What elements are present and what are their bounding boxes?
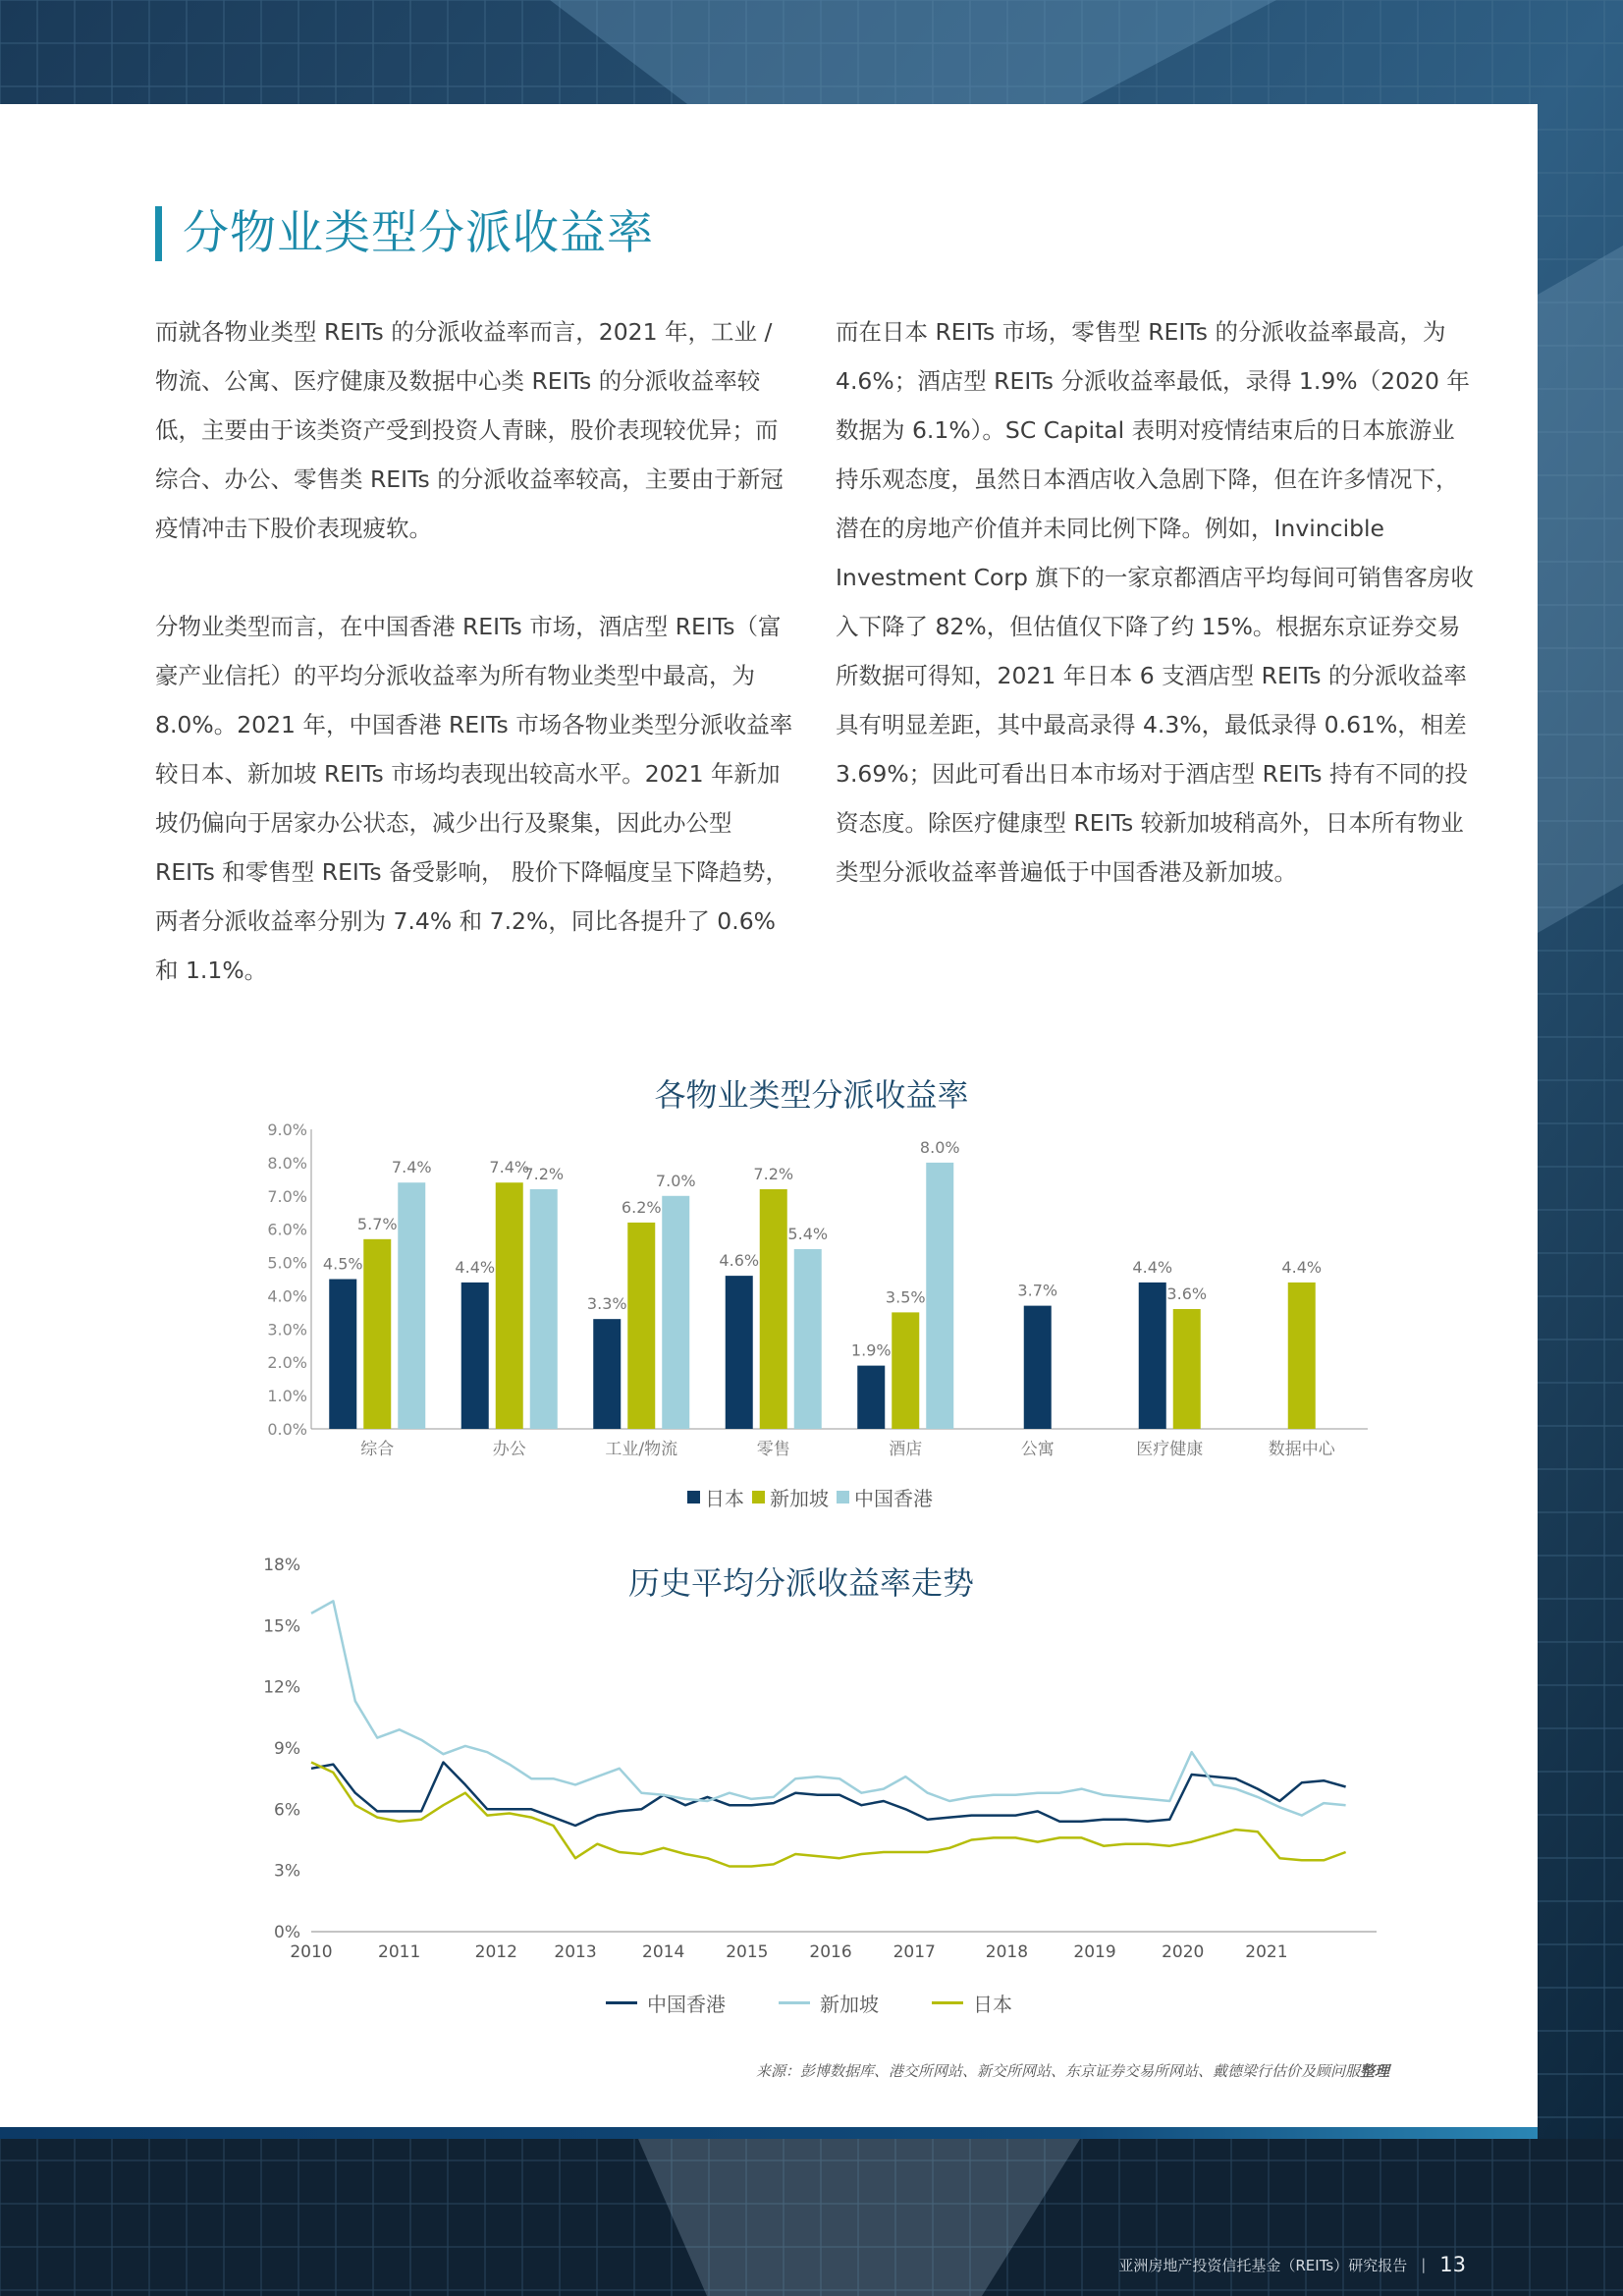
bar-y-tick-label: 3.0%: [267, 1320, 307, 1339]
page-number: 13: [1439, 2253, 1466, 2276]
line-x-tick-label: 2011: [378, 1942, 421, 1962]
right-paragraph-1: 而在日本 REITs 市场，零售型 REITs 的分派收益率最高，为 4.6%；酒店型 REITs 分派收益率最低，录得 1.9%（2020 年数据为 6.1%）。SC Capital 表明对疫情结束后的日本旅游业持乐观态度，虽然日本酒店收入急剧下降，但在许多情况下，潜在的房地产价值并未同比例下降。例如，Invincible Investment Corp 旗下的一家京都酒店平均每间可销售客房收入下降了 82%，但估值仅下降了约 15%。根据东京证券交易所数据可得知，2021 年日本 6 支酒店型 REITs 的分派收益率具有明显差距，其中最高录得 4.3%，最低录得 0.61%，相差 3.69%；因此可看出日本市场对于酒店型 REITs 持有不同的投资态度。除医疗健康型 REITs 较新加坡稍高外，日本所有物业类型分派收益率普遍低于中国香港及新加坡。: [836, 318, 1474, 886]
bar-value-label: 5.7%: [356, 1214, 398, 1233]
bar-y-tick-label: 5.0%: [267, 1253, 307, 1273]
bar-chart-legend: [687, 1483, 941, 1511]
legend-item-japan-line: [932, 1989, 1012, 2017]
line-x-tick-label: 2020: [1162, 1942, 1205, 1962]
legend-swatch-japan: [687, 1491, 700, 1503]
legend-label-japan: 日本: [705, 1487, 744, 1510]
line-x-tick-label: 2018: [985, 1942, 1029, 1962]
bar-value-label: 3.6%: [1166, 1285, 1208, 1303]
line-x-tick-label: 2017: [893, 1942, 936, 1962]
legend-item-hongkong: [837, 1483, 933, 1511]
bar-value-label: 8.0%: [919, 1137, 960, 1157]
bar-japan: [329, 1280, 356, 1430]
bar-value-label: 3.5%: [885, 1287, 926, 1307]
bar-singapore: [1173, 1309, 1201, 1429]
bar-singapore: [496, 1182, 523, 1429]
legend-swatch-singapore: [752, 1491, 765, 1503]
bar-y-tick-label: 4.0%: [267, 1286, 307, 1306]
legend-label-japan-line: 日本: [973, 1993, 1012, 2016]
line-y-tick-label: 3%: [274, 1861, 300, 1882]
source-note: [756, 2060, 1389, 2081]
legend-item-singapore: [752, 1483, 829, 1511]
bar-hongkong: [530, 1189, 558, 1429]
footer: [1118, 2253, 1466, 2276]
bar-hongkong: [926, 1163, 953, 1429]
footer-report-title: 亚洲房地产投资信托基金（REITs）研究报告: [1118, 2256, 1408, 2274]
left-paragraph-1: 而就各物业类型 REITs 的分派收益率而言，2021 年，工业 / 物流、公寓、医疗健康及数据中心类 REITs 的分派收益率较低，主要由于该类资产受到投资人青睐，股价表现较优异；而综合、办公、零售类 REITs 的分派收益率较高，主要由于新冠疫情冲击下股价表现疲软。: [155, 318, 784, 542]
legend-item-japan: [687, 1483, 744, 1511]
bar-value-label: 7.4%: [391, 1158, 432, 1177]
bar-x-tick-label: 数据中心: [1268, 1440, 1335, 1459]
legend-item-singapore-line: [779, 1989, 879, 2017]
bar-value-label: 1.9%: [850, 1340, 892, 1360]
bar-value-label: 4.6%: [719, 1251, 760, 1271]
bar-chart-title: 各物业类型分派收益率: [654, 1076, 969, 1114]
bar-value-label: 7.4%: [489, 1158, 530, 1177]
right-column: [836, 307, 1474, 897]
bar-japan: [726, 1276, 753, 1429]
bar-y-tick-label: 8.0%: [267, 1153, 307, 1173]
bar-y-tick-label: 2.0%: [267, 1353, 307, 1373]
legend-line-japan: [932, 2001, 963, 2004]
legend-line-hongkong: [606, 2001, 637, 2004]
bar-x-tick-label: 公寓: [1020, 1440, 1055, 1459]
line-x-tick-label: 2019: [1073, 1942, 1116, 1962]
line-y-tick-label: 9%: [274, 1739, 300, 1759]
bar-singapore: [627, 1223, 655, 1429]
title-accent-bar: [155, 206, 162, 261]
bar-value-label: 3.3%: [586, 1294, 627, 1314]
line-y-tick-label: 0%: [274, 1923, 300, 1942]
line-chart-title: 历史平均分派收益率走势: [628, 1564, 975, 1602]
bar-japan: [1139, 1283, 1166, 1429]
line-y-tick-label: 15%: [263, 1616, 300, 1637]
bar-hongkong: [794, 1249, 822, 1429]
bar-value-label: 3.7%: [1017, 1281, 1058, 1300]
source-text-bold: 整理: [1359, 2062, 1389, 2080]
footer-separator: |: [1421, 2256, 1427, 2273]
legend-label-hongkong-line: 中国香港: [647, 1993, 726, 2016]
source-text: 来源：彭博数据库、港交所网站、新交所网站、东京证券交易所网站、戴德梁行估价及顾问服: [755, 2062, 1360, 2080]
bar-y-tick-label: 1.0%: [267, 1387, 307, 1406]
line-x-tick-label: 2016: [809, 1942, 852, 1962]
line-x-tick-label: 2012: [474, 1942, 517, 1962]
legend-label-hongkong: 中国香港: [854, 1487, 933, 1510]
line-y-tick-label: 18%: [263, 1556, 300, 1575]
bar-value-label: 4.4%: [1281, 1257, 1323, 1277]
bar-y-tick-label: 9.0%: [267, 1121, 307, 1139]
left-paragraph-2: 分物业类型而言，在中国香港 REITs 市场，酒店型 REITs（富豪产业信托）的平均分派收益率为所有物业类型中最高，为 8.0%。2021 年，中国香港 REITs 市场各物业类型分派收益率较日本、新加坡 REITs 市场均表现出较高水平。2021 年新加坡仍偏向于居家办公状态，减少出行及聚集，因此办公型 REITs 和零售型 REITs 备受影响， 股价下降幅度呈下降趋势，两者分派收益率分别为 7.4% 和 7.2%，同比各提升了 0.6% 和 1.1%。: [155, 613, 793, 984]
legend-swatch-hongkong: [837, 1491, 849, 1503]
bar-y-tick-label: 0.0%: [267, 1420, 307, 1439]
line-x-tick-label: 2021: [1245, 1942, 1288, 1962]
bar-y-tick-label: 7.0%: [267, 1186, 307, 1206]
bar-hongkong: [662, 1196, 689, 1429]
line-x-tick-label: 2010: [290, 1942, 333, 1962]
bar-value-label: 4.5%: [322, 1254, 363, 1274]
bar-value-label: 4.4%: [455, 1257, 496, 1277]
bar-x-tick-label: 零售: [756, 1440, 790, 1459]
legend-label-singapore: 新加坡: [770, 1487, 829, 1510]
bar-singapore: [1288, 1283, 1316, 1429]
bar-singapore: [363, 1239, 391, 1429]
bar-x-tick-label: 工业/物流: [605, 1440, 678, 1459]
bar-x-tick-label: 酒店: [889, 1440, 923, 1459]
bar-japan: [593, 1319, 621, 1429]
legend-line-singapore: [779, 2001, 810, 2004]
bar-y-tick-label: 6.0%: [267, 1220, 307, 1239]
bar-value-label: 4.4%: [1132, 1257, 1173, 1277]
line-y-tick-label: 6%: [274, 1800, 300, 1821]
bar-japan: [857, 1366, 885, 1429]
bar-value-label: 5.4%: [787, 1225, 829, 1243]
bar-singapore: [892, 1312, 919, 1429]
line-x-tick-label: 2015: [726, 1942, 769, 1962]
line-chart-legend: [606, 1989, 1065, 2017]
bar-japan: [1024, 1306, 1052, 1429]
panel-bottom-bar: [0, 2127, 1538, 2139]
line-chart: [0, 1552, 1623, 1964]
line-y-tick-label: 12%: [263, 1677, 300, 1698]
bar-value-label: 7.2%: [753, 1165, 794, 1183]
bar-hongkong: [398, 1182, 425, 1429]
line-series-singapore: [311, 1601, 1346, 1815]
bar-x-tick-label: 办公: [492, 1440, 526, 1459]
bar-value-label: 6.2%: [621, 1197, 662, 1217]
section-title: 分物业类型分派收益率: [183, 206, 654, 260]
bar-value-label: 7.0%: [655, 1171, 696, 1190]
bar-value-label: 7.2%: [523, 1165, 565, 1183]
bar-x-tick-label: 医疗健康: [1136, 1440, 1204, 1459]
line-x-tick-label: 2014: [642, 1942, 685, 1962]
legend-item-hongkong-line: [606, 1989, 726, 2017]
bar-x-tick-label: 综合: [360, 1440, 395, 1459]
bar-japan: [461, 1283, 489, 1429]
left-column: [155, 307, 793, 995]
legend-label-singapore-line: 新加坡: [820, 1993, 879, 2016]
bar-chart: [0, 1110, 1623, 1483]
bar-singapore: [760, 1189, 787, 1429]
line-x-tick-label: 2013: [554, 1942, 597, 1962]
